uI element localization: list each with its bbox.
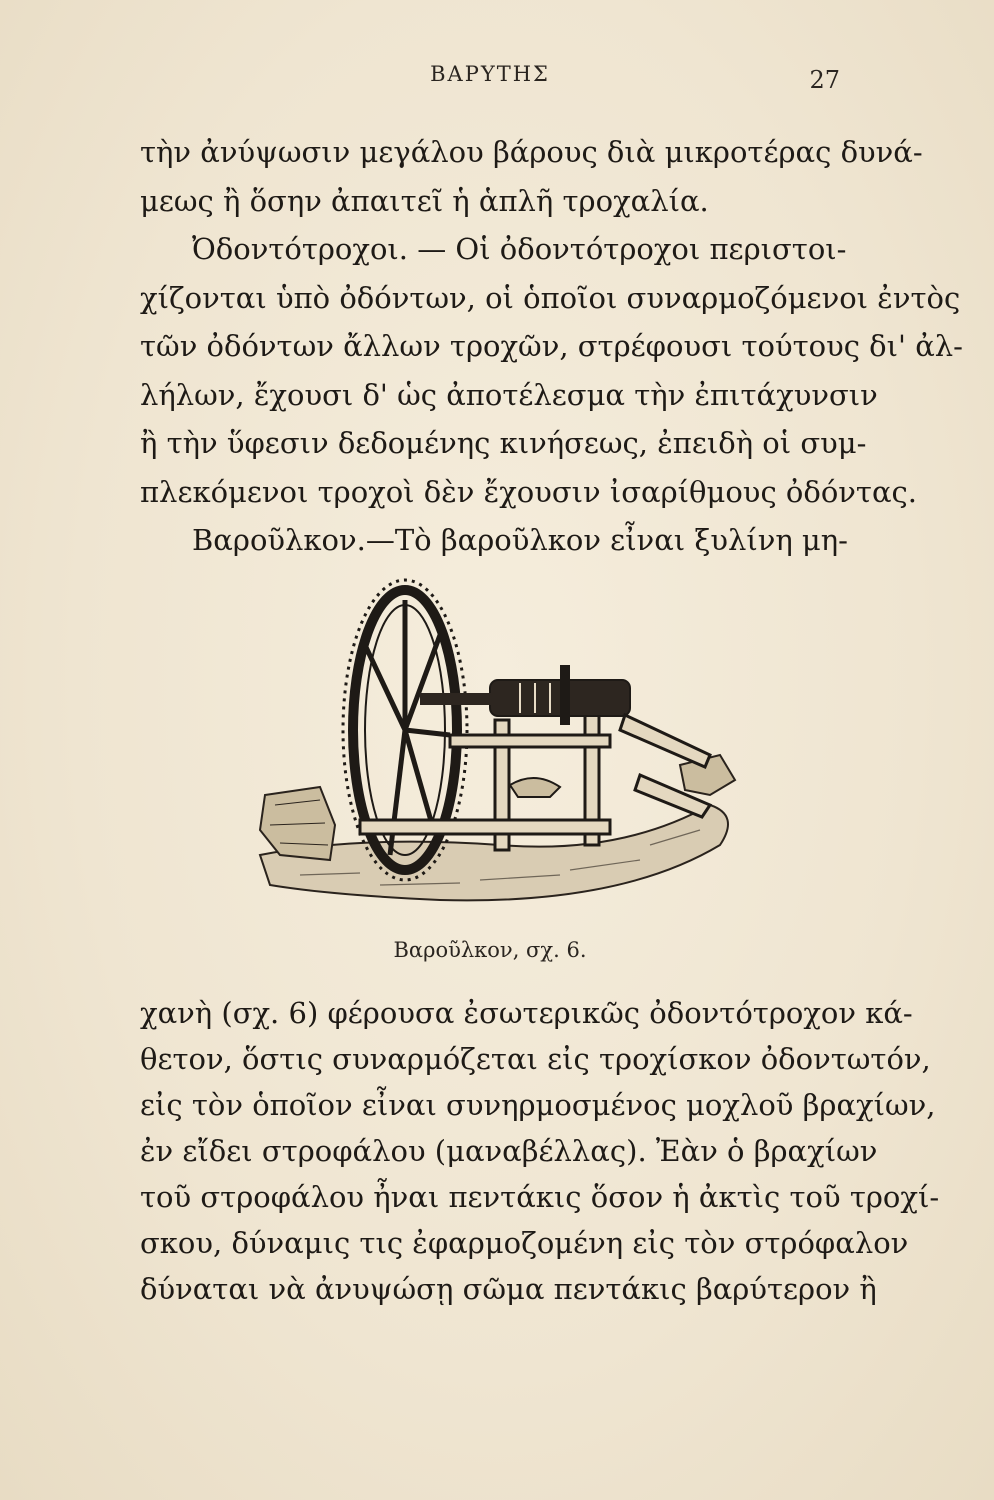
running-head: ΒΑΡΥΤΗΣ xyxy=(430,62,550,86)
text-line: πλεκόμενοι τροχοὶ δὲν ἔχουσιν ἰσαρίθμους ὀδόντας. xyxy=(140,474,917,509)
text-line: εἰς τὸν ὁποῖον εἶναι συνηρμοσμένος μοχλοῦ βραχίων, xyxy=(140,1088,936,1122)
page-header xyxy=(140,62,840,102)
text-line: χανὴ (σχ. 6) φέρουσα ἐσωτερικῶς ὀδοντότροχον κά- xyxy=(140,996,913,1030)
section-heading-line: Ὀδοντότροχοι. — Οἱ ὀδοντότροχοι περιστοι- xyxy=(192,232,847,266)
figure-caption: Βαροῦλκον, σχ. 6. xyxy=(393,938,587,962)
page-number: 27 xyxy=(809,66,840,94)
text-line: λήλων, ἔχουσι δ' ὡς ἀποτέλεσμα τὴν ἐπιτάχυνσιν xyxy=(140,377,878,412)
text-line: τοῦ στροφάλου ἦναι πεντάκις ὅσον ἡ ἀκτὶς τοῦ τροχί- xyxy=(140,1180,940,1214)
text-line: χίζονται ὑπὸ ὀδόντων, οἱ ὁποῖοι συναρμοζόμενοι ἐντὸς xyxy=(140,280,961,315)
text-line: σκου, δύναμις τις ἐφαρμοζομένη εἰς τὸν στρόφαλον xyxy=(140,1226,909,1260)
body-text-bottom xyxy=(140,990,940,1312)
text-line: ἐν εἴδει στροφάλου (μαναβέλλας). Ἐὰν ὁ βραχίων xyxy=(140,1134,878,1168)
text-line: τὴν ἀνύψωσιν μεγάλου βάρους διὰ μικροτέρας δυνά- xyxy=(140,135,923,169)
windlass-illustration xyxy=(240,555,780,925)
text-line: δύναται νὰ ἀνυψώσῃ σῶμα πεντάκις βαρύτερον ἢ xyxy=(140,1272,877,1306)
section-heading-line: Βαροῦλκον.—Τὸ βαροῦλκον εἶναι ξυλίνη μη- xyxy=(192,523,848,557)
text-line: θετον, ὅστις συναρμόζεται εἰς τροχίσκον ὀδοντωτόν, xyxy=(140,1042,931,1076)
text-line: ἢ τὴν ὕφεσιν δεδομένης κινήσεως, ἐπειδὴ οἱ συμ- xyxy=(140,426,867,460)
body-text-top xyxy=(140,128,963,565)
text-line: τῶν ὀδόντων ἄλλων τροχῶν, στρέφουσι τούτους δι' ἀλ- xyxy=(140,329,963,363)
text-line: μεως ἢ ὅσην ἀπαιτεῖ ἡ ἁπλῆ τροχαλία. xyxy=(140,183,709,218)
